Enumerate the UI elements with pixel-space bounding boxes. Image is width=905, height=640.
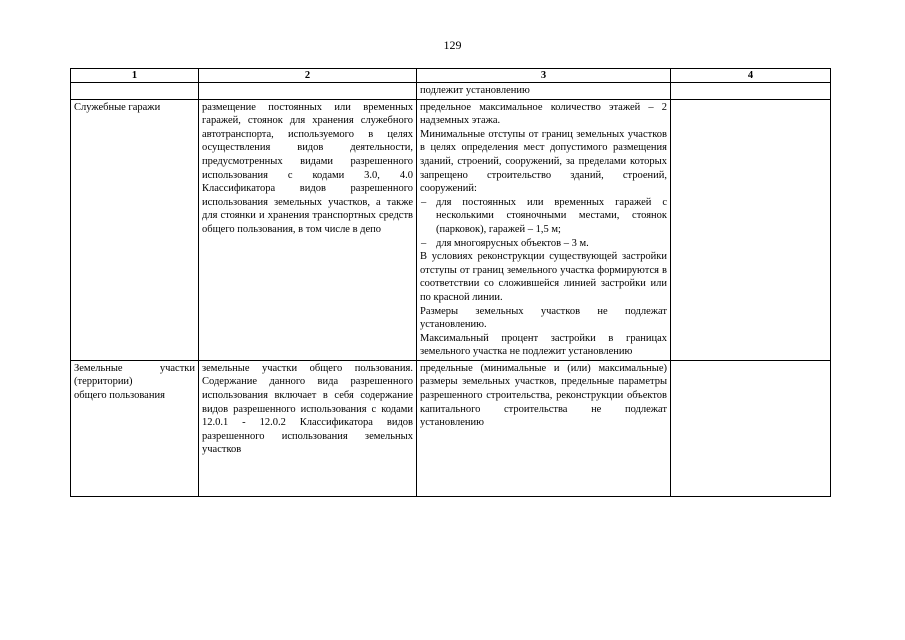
use-type-name <box>71 360 199 496</box>
use-type-name: Служебные гаражи <box>71 99 199 360</box>
note-cell <box>671 360 831 496</box>
table-header-row <box>71 69 831 83</box>
continuation-row <box>71 83 831 100</box>
list-item: – для многоярусных объектов – 3 м. <box>420 237 667 251</box>
column-header-4: 4 <box>671 69 831 83</box>
param-max-coverage: Максимальный процент застройки в границах земельного участка не подлежит установлению <box>420 332 667 358</box>
note-cell <box>671 99 831 360</box>
column-header-3: 3 <box>417 69 671 83</box>
column-header-2: 2 <box>199 69 417 83</box>
param-plot-sizes: Размеры земельных участков не подлежат установлению. <box>420 305 667 331</box>
empty-cell <box>71 83 199 100</box>
use-type-description: земельные участки общего пользования. Содержание данного вида разрешенного использования включает в себя содержание видов разрешенного использования с кодами 12.0.1 - 12.0.2 Классификатора видов разрешенного использования земельных участков <box>199 360 417 496</box>
table-row <box>71 360 831 496</box>
param-max-floors: предельное максимальное количество этажей – 2 надземных этажа. <box>420 101 667 127</box>
param-min-setbacks: Минимальные отступы от границ земельных участков в целях определения мест допустимого размещения зданий, строений, сооружений, за пределами которых запрещено строительство зданий, строений, сооружений: <box>420 128 667 195</box>
empty-cell <box>671 83 831 100</box>
use-type-name-line: общего пользования <box>74 390 165 402</box>
use-type-name-line: (территории) <box>74 376 133 388</box>
use-type-description: размещение постоянных или временных гаражей, стоянок для хранения служебного автотранспорта, используемого в целях осуществления видов деятельности, предусмотренных видами разрешенного использования с кодами 3.0, 4.0 Классификатора видов разрешенного использования земельных участков, а также для стоянки и хранения транспортных средств общего пользования, в том числе в депо <box>199 99 417 360</box>
continuation-text: подлежит установлению <box>417 83 671 100</box>
list-item: – для постоянных или временных гаражей с несколькими стояночными местами, стоянок (парковок), гаражей – 1,5 м; <box>420 196 667 237</box>
empty-cell <box>199 83 417 100</box>
param-sizes-not-set: предельные (минимальные и (или) максимальные) размеры земельных участков, предельные параметры разрешенного строительства, реконструкции объектов капитального строительства не подлежат установлению <box>420 362 667 429</box>
use-type-name-line: Земельные участки <box>74 362 195 374</box>
parameters-cell <box>417 360 671 496</box>
param-reconstruction: В условиях реконструкции существующей застройки отступы от границ земельного участка формируются в соответствии со сложившейся линией застройки или по красной линии. <box>420 251 667 303</box>
parameters-cell <box>417 99 671 360</box>
page-number: 129 <box>443 38 462 52</box>
column-header-1: 1 <box>71 69 199 83</box>
table-row <box>71 99 831 360</box>
regulations-table <box>70 68 831 497</box>
setback-list <box>420 196 667 250</box>
